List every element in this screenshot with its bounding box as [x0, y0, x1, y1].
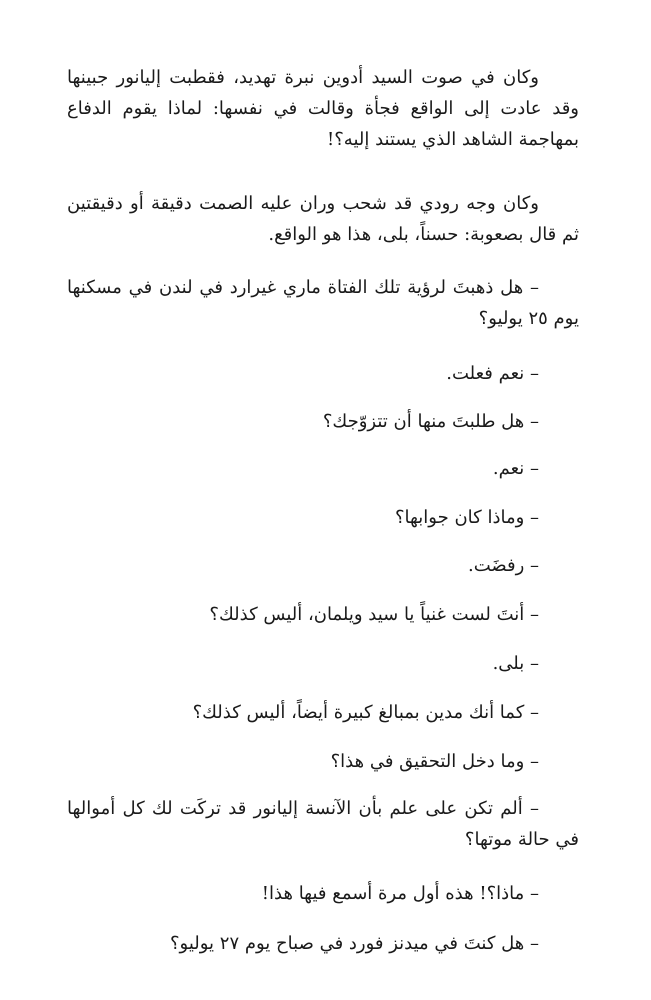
- question-relevance: – وما دخل التحقيق في هذا؟: [330, 751, 539, 772]
- question-her-answer: – وماذا كان جوابها؟: [394, 507, 539, 528]
- answer-refused: – رفضَت.: [467, 555, 539, 576]
- question-debts: – كما أنك مدين بمبالغ كبيرة أيضاً، أليس كذلك؟: [192, 702, 539, 723]
- question-visit-mary: – هل ذهبتَ لرؤية تلك الفتاة ماري غيرارد في لندن في مسكنها يوم ٢٥ يوليو؟: [67, 277, 579, 329]
- answer-indeed: – بلى.: [492, 653, 539, 674]
- paragraph-edwin-tone: وكان في صوت السيد أدوين نبرة تهديد، فقطبت إليانور جبينها وقد عادت إلى الواقع فجأة وقالت في نفسها: لماذا يقوم الدفاع بمهاجمة الشاهد الذي يستند إليه؟!: [67, 67, 579, 150]
- answer-first-time: – ماذا؟! هذه أول مرة أسمع فيها هذا!: [261, 883, 539, 904]
- question-inheritance: – ألم تكن على علم بأن الآنسة إليانور قد تركَت لك كل أموالها في حالة موتها؟: [67, 798, 579, 850]
- paragraph-rody-answer: وكان وجه رودي قد شحب وران عليه الصمت دقيقة أو دقيقتين ثم قال بصعوبة: حسناً، بلى، هذا هو الواقع.: [67, 193, 579, 245]
- question-proposal: – هل طلبتَ منها أن تتزوّجك؟: [322, 411, 539, 432]
- question-not-rich: – أنتَ لست غنياً يا سيد ويلمان، أليس كذلك؟: [209, 604, 539, 625]
- question-maidensford: – هل كنتَ في ميدنز فورد في صباح يوم ٢٧ يوليو؟: [169, 933, 539, 954]
- answer-yes: – نعم.: [492, 458, 539, 479]
- answer-yes-did: – نعم فعلت.: [446, 363, 539, 384]
